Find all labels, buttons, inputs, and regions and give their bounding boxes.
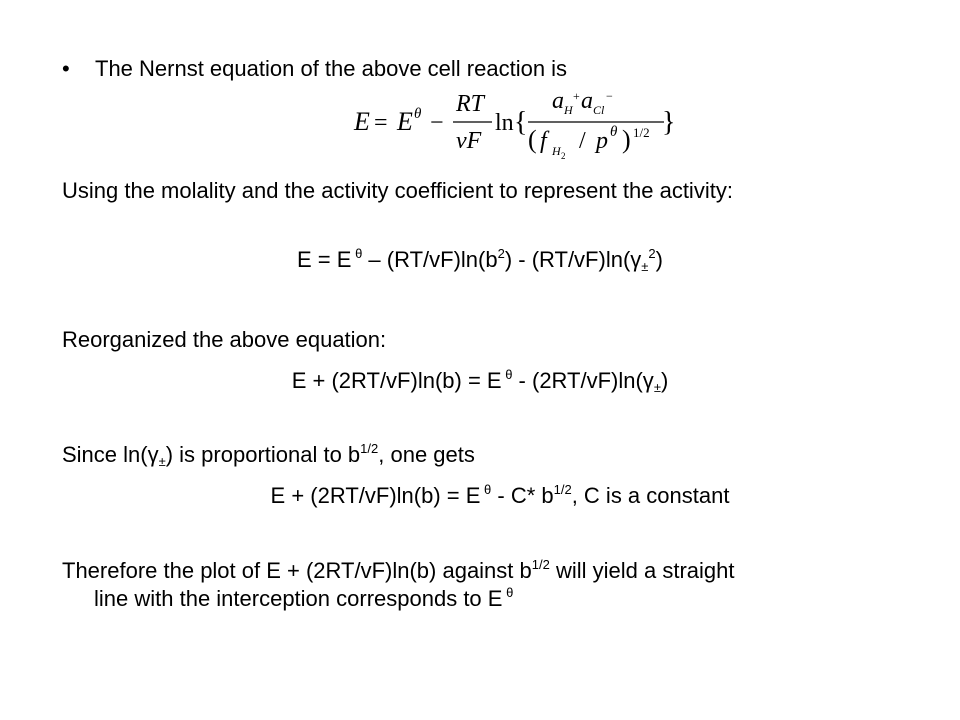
formula-theta: θ	[414, 106, 422, 122]
eq1-part: )	[655, 247, 663, 272]
since-part: , one gets	[378, 442, 475, 467]
formula-p: p	[596, 128, 608, 154]
text-since	[62, 442, 475, 468]
theta-symbol: θ	[506, 585, 514, 600]
eq1-subscript: ±	[641, 259, 649, 274]
formula-denominator: vF	[456, 128, 482, 154]
eq2-part: - (2RT/vF)ln(γ	[512, 368, 654, 393]
since-part: Since ln(γ	[62, 442, 159, 467]
formula-sub-cl: Cl	[593, 103, 605, 117]
formula-brace-open: {	[514, 107, 528, 138]
since-part: ) is proportional to b	[165, 442, 361, 467]
eq1-part: ) - (RT/vF)ln(γ	[504, 247, 642, 272]
equation-1	[0, 247, 960, 273]
eq1-superscript: 2	[497, 246, 505, 261]
eq2-subscript: ±	[653, 380, 661, 395]
nernst-equation	[352, 86, 682, 160]
formula-E0: E	[397, 107, 413, 136]
equation-3	[0, 483, 960, 509]
formula-sup-minus: −	[606, 89, 613, 103]
bullet-item-intro	[62, 56, 568, 82]
formula-brace-close: }	[662, 107, 676, 138]
text-molality: Using the molality and the activity coefficient to represent the activity:	[62, 178, 733, 203]
eq3-part: , C is a constant	[571, 483, 730, 508]
formula-ln: ln	[495, 110, 514, 136]
theta-symbol: θ	[505, 367, 513, 382]
formula-a-h: a	[552, 88, 564, 114]
formula-slash: /	[579, 128, 586, 154]
eq2-part: )	[660, 368, 669, 393]
bullet-marker: •	[62, 56, 70, 81]
text-therefore-continued	[94, 586, 513, 612]
theta-symbol: θ	[355, 246, 363, 261]
equation-2	[0, 368, 960, 394]
eq2-part: E + (2RT/vF)ln(b) = E	[291, 368, 502, 393]
text-therefore	[62, 558, 734, 584]
eq1-part: – (RT/vF)ln(b	[362, 247, 498, 272]
therefore-part: Therefore the plot of E + (2RT/vF)ln(b) against b	[62, 558, 532, 583]
formula-p-theta: θ	[610, 124, 618, 140]
formula-numerator: RT	[456, 91, 485, 117]
therefore-part: line with the interception corresponds to E	[94, 586, 503, 611]
formula-sup-plus: +	[573, 89, 580, 103]
formula-E: E	[354, 107, 370, 136]
eq1-part: E = E	[297, 247, 352, 272]
intro-text: The Nernst equation of the above cell reaction is	[95, 56, 568, 81]
formula-lparen: (	[528, 125, 537, 154]
eq3-part: E + (2RT/vF)ln(b) = E	[270, 483, 481, 508]
since-superscript: 1/2	[360, 441, 379, 456]
formula-equals: =	[374, 110, 388, 136]
therefore-part: will yield a straight	[549, 558, 735, 583]
formula-rparen: )	[622, 125, 631, 154]
formula-sub-h2: H	[552, 144, 561, 158]
formula-minus: −	[430, 110, 444, 136]
eq3-part: - C* b	[491, 483, 554, 508]
formula-a-cl: a	[581, 88, 593, 114]
formula-sub-2: 2	[561, 151, 566, 160]
eq3-superscript: 1/2	[553, 482, 572, 497]
theta-symbol: θ	[484, 482, 492, 497]
formula-sub-h: H	[564, 103, 573, 117]
formula-power: 1/2	[633, 125, 650, 140]
therefore-superscript: 1/2	[531, 557, 550, 572]
formula-f: f	[540, 128, 547, 154]
eq1-superscript: 2	[648, 246, 656, 261]
text-reorganized: Reorganized the above equation:	[62, 327, 387, 352]
since-subscript: ±	[158, 454, 166, 469]
